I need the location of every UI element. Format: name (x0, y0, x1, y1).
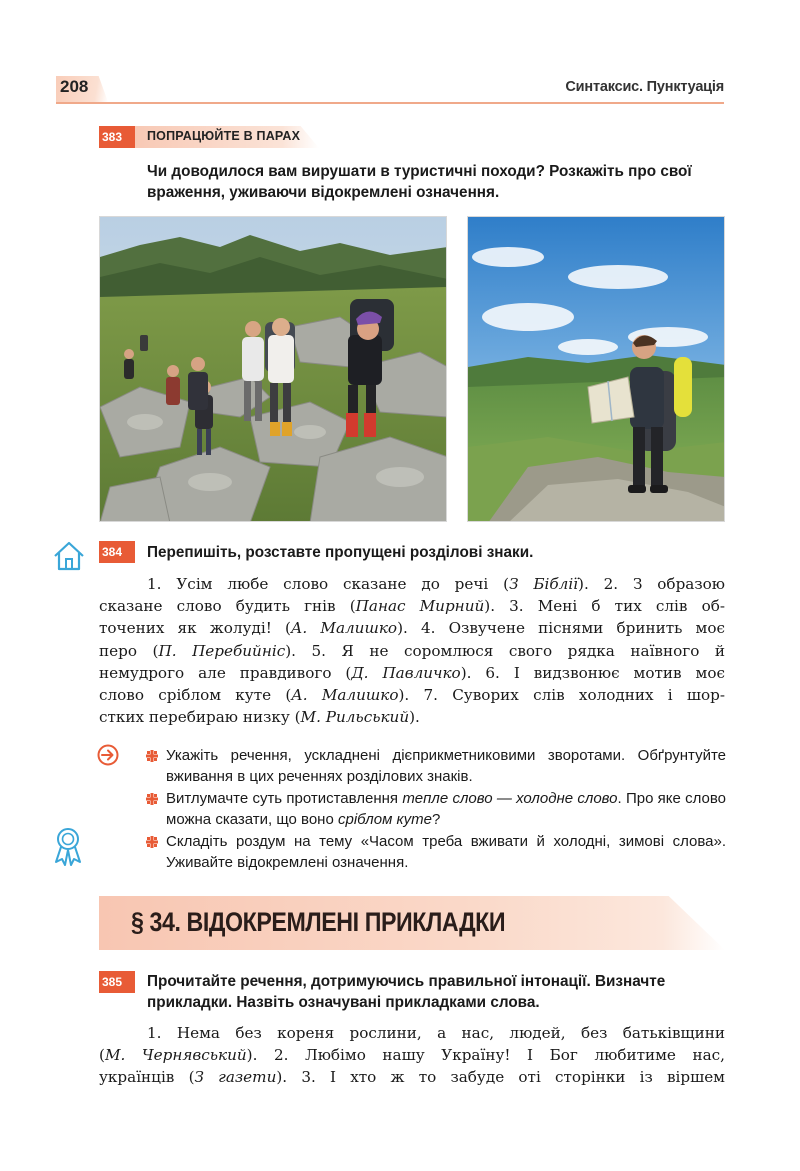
text-line: перо (П. Перебийніс). 5. Я не соромлюся свого рядка наївного й (99, 641, 726, 660)
header-rule (56, 102, 724, 104)
text-line: точених як жолуді! (А. Малишко). 4. Озвучене піснями бринить моє (99, 619, 725, 638)
text-line: 1. Усім любе слово сказане до речі (З Біблії). 2. З образою (147, 575, 725, 593)
task-item (146, 831, 726, 873)
running-head: Синтаксис. Пунктуація (565, 79, 724, 95)
arrow-right-icon (97, 744, 119, 766)
text-line: 1. Нема без кореня рослини, а нас, людей, без батьківщини (147, 1024, 725, 1042)
section-title: § 34. ВІДОКРЕМЛЕНІ ПРИКЛАДКИ (131, 907, 506, 937)
text-line: стких перебираю низку (М. Рильський). (99, 708, 420, 727)
text-line: українців (З газети). 3. І хто ж то забуде оті сторінки із віршем (99, 1068, 725, 1087)
text-line: немудрого але правдивого (Д. Павличко). 6. І видзвонює мотив моє (99, 663, 725, 682)
page-number: 208 (60, 77, 89, 96)
exercise-385-text (99, 1022, 725, 1089)
text-line: слово сріблом куте (А. Малишко). 7. Суворих слів холодних і шор- (99, 686, 725, 705)
task-text: Складіть роздум на тему «Часом треба вживати й холодні, зимові слова». Уживайте відокремлені означення. (166, 833, 726, 871)
exercise-instruction: Перепишіть, розставте пропущені розділові знаки. (147, 544, 534, 561)
exercise-number-badge: 385 (99, 971, 135, 993)
award-ribbon-icon (52, 826, 84, 868)
bullet-mark-icon (146, 750, 158, 762)
exercise-number-badge: 383 (99, 126, 135, 148)
bullet-mark-icon (146, 836, 158, 848)
exercise-384-text (99, 573, 725, 728)
bullet-mark-icon (146, 793, 158, 805)
task-tag: ПОПРАЦЮЙТЕ В ПАРАХ (147, 129, 301, 143)
task-text: Укажіть речення, ускладнені дієприкметниковими зворотами. Обґрунтуйте вживання в цих реченнях розділових знаків. (166, 747, 726, 785)
photo-hikers-on-slope (99, 216, 447, 522)
exercise-instruction: Прочитайте речення, дотримуючись правильної інтонації. Визначте прикладки. Назвіть означувані прикладками слова. (147, 973, 666, 1011)
task-item (146, 788, 726, 830)
photo-hiker-with-map (467, 216, 725, 522)
exercise-number-badge: 384 (99, 541, 135, 563)
home-icon (52, 540, 86, 572)
task-text: Витлумачте суть протиставлення тепле слово — холодне слово. Про яке слово можна сказати, що воно сріблом куте? (166, 790, 727, 828)
task-item (146, 745, 726, 787)
exercise-instruction: Чи доводилося вам вирушати в туристичні походи? Розкажіть про свої враження, уживаючи відокремлені означення. (147, 163, 692, 201)
text-line: (М. Чернявський). 2. Любімо нашу Україну! І Бог любитиме нас, (99, 1046, 725, 1065)
text-line: сказане слово будить гнів (Панас Мирний). 3. Мені б тих слів об- (99, 597, 725, 616)
task-list (146, 745, 726, 874)
